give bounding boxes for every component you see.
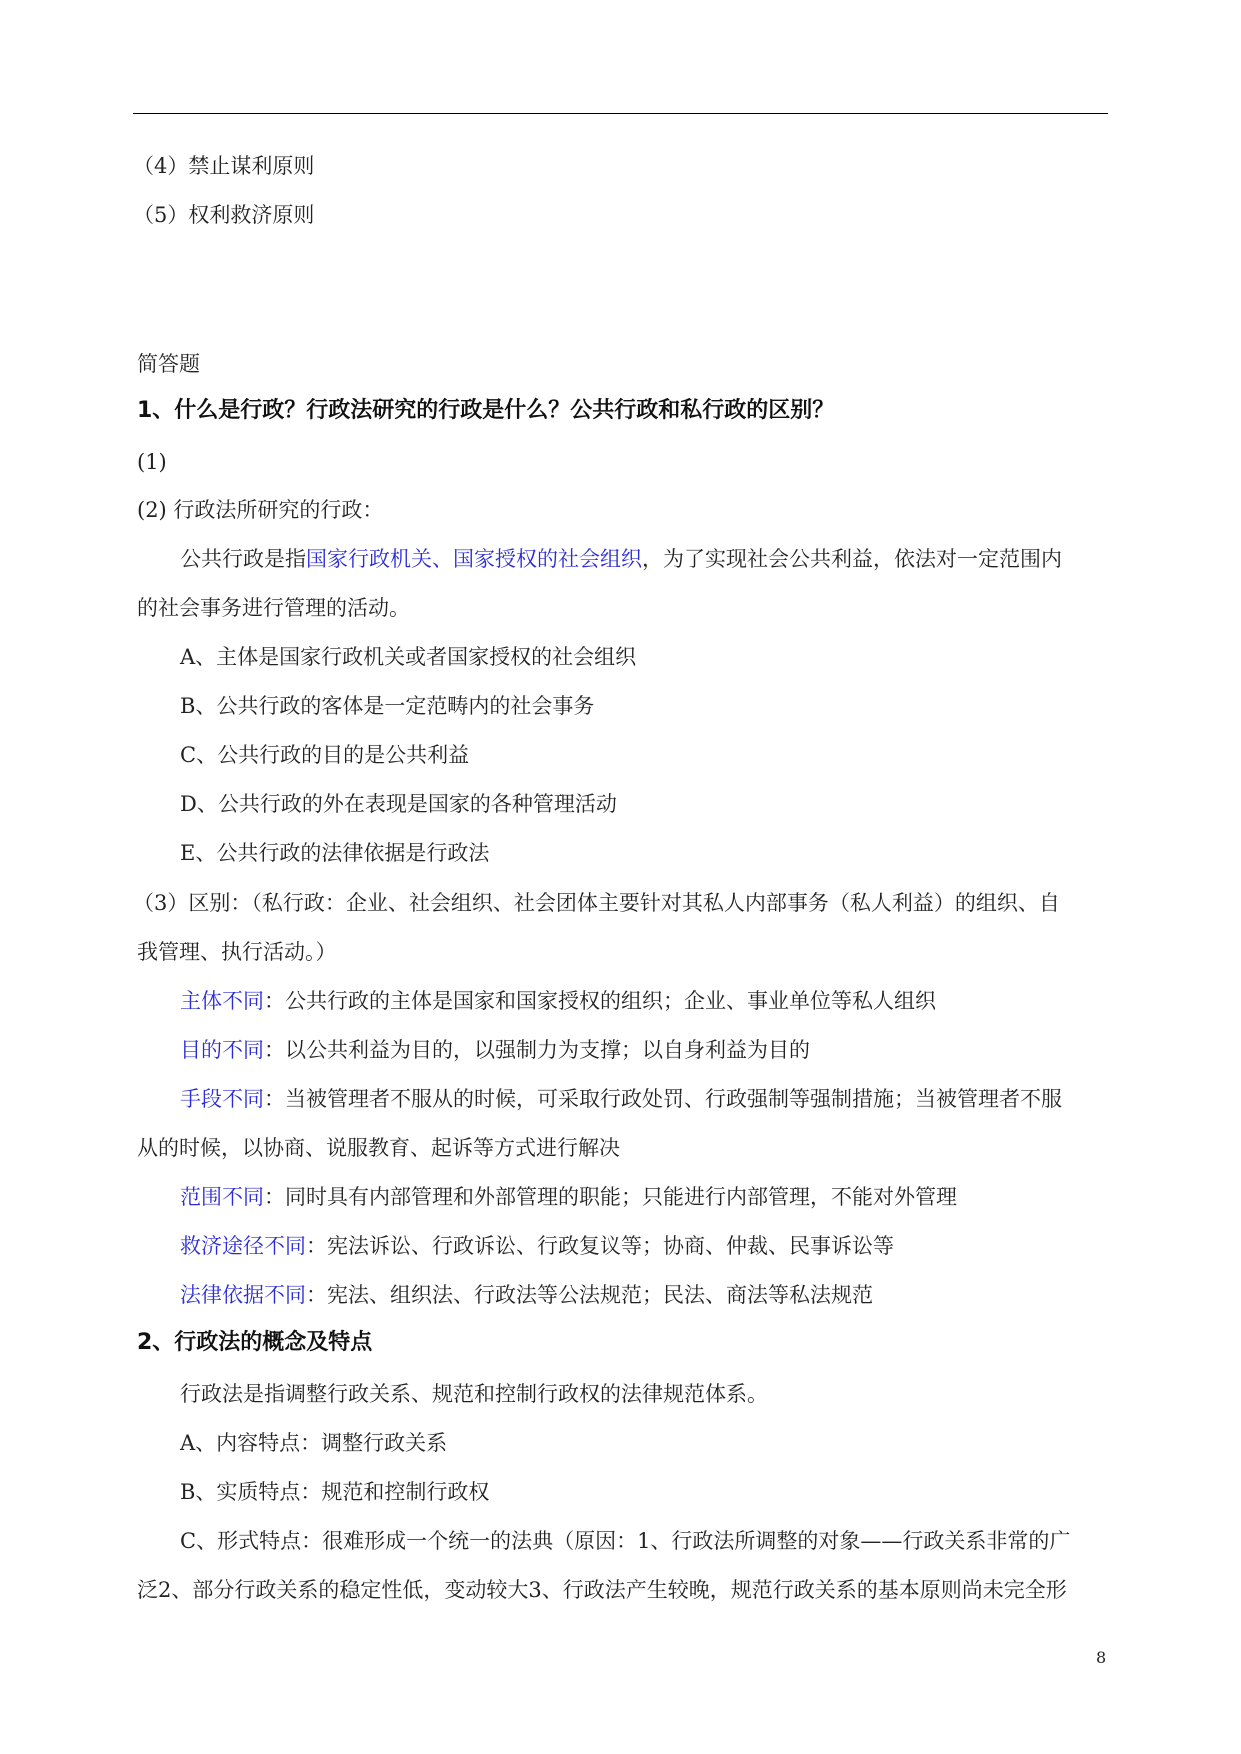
q1-part-3-line-2: 我管理、执行活动。） [137, 940, 337, 964]
difference-text: ：同时具有内部管理和外部管理的职能；只能进行内部管理，不能对外管理 [264, 1185, 957, 1209]
section-title: 简答题 [137, 352, 200, 376]
feature-c: C、公共行政的目的是公共利益 [180, 743, 470, 767]
admin-law-feature-c-line-1: C、形式特点：很难形成一个统一的法典（原因：1、行政法所调整的对象——行政关系非常的广 [180, 1529, 1071, 1553]
difference-means [180, 1085, 1062, 1113]
difference-text: ：宪法、组织法、行政法等公法规范；民法、商法等私法规范 [306, 1283, 873, 1307]
admin-law-definition: 行政法是指调整行政关系、规范和控制行政权的法律规范体系。 [180, 1382, 768, 1406]
q1-part-2: (2) 行政法所研究的行政： [137, 498, 384, 522]
principle-item-4: （4）禁止谋利原则 [133, 154, 315, 178]
feature-b: B、公共行政的客体是一定范畴内的社会事务 [180, 694, 595, 718]
feature-a: A、主体是国家行政机关或者国家授权的社会组织 [180, 645, 637, 669]
q1-part-3-line-1: （3）区别：（私行政：企业、社会组织、社会团体主要针对其私人内部事务（私人利益）的组织、自 [133, 891, 1060, 915]
definition-prefix: 公共行政是指 [180, 547, 306, 571]
feature-e: E、公共行政的法律依据是行政法 [180, 841, 490, 865]
q1-part-1: (1) [137, 450, 167, 474]
difference-label: 救济途径不同 [180, 1234, 306, 1258]
definition-highlight: 国家行政机关、国家授权的社会组织 [306, 547, 642, 571]
admin-law-feature-a: A、内容特点：调整行政关系 [180, 1431, 448, 1455]
header-rule [133, 113, 1108, 114]
difference-label: 目的不同 [180, 1038, 264, 1062]
difference-legal-basis [180, 1281, 873, 1309]
public-admin-definition [180, 545, 1062, 573]
definition-suffix: ，为了实现社会公共利益，依法对一定范围内 [642, 547, 1062, 571]
difference-text: ：公共行政的主体是国家和国家授权的组织；企业、事业单位等私人组织 [264, 989, 936, 1013]
difference-subject [180, 987, 936, 1015]
question-1-title: 1、什么是行政？行政法研究的行政是什么？公共行政和私行政的区别？ [137, 398, 835, 423]
difference-text: ：以公共利益为目的，以强制力为支撑；以自身利益为目的 [264, 1038, 810, 1062]
difference-remedy [180, 1232, 894, 1260]
difference-label: 法律依据不同 [180, 1283, 306, 1307]
difference-means-continuation: 从的时候，以协商、说服教育、起诉等方式进行解决 [137, 1136, 620, 1160]
difference-label: 主体不同 [180, 989, 264, 1013]
difference-purpose [180, 1036, 810, 1064]
admin-law-feature-b: B、实质特点：规范和控制行政权 [180, 1480, 490, 1504]
feature-d: D、公共行政的外在表现是国家的各种管理活动 [180, 792, 617, 816]
admin-law-feature-c-line-2: 泛2、部分行政关系的稳定性低，变动较大3、行政法产生较晚，规范行政关系的基本原则尚未完全形 [137, 1578, 1067, 1602]
question-2-title: 2、行政法的概念及特点 [137, 1330, 373, 1355]
page-number: 8 [1096, 1648, 1107, 1667]
difference-text: ：宪法诉讼、行政诉讼、行政复议等；协商、仲裁、民事诉讼等 [306, 1234, 894, 1258]
difference-scope [180, 1183, 957, 1211]
difference-label: 范围不同 [180, 1185, 264, 1209]
difference-label: 手段不同 [180, 1087, 264, 1111]
difference-text: ：当被管理者不服从的时候，可采取行政处罚、行政强制等强制措施；当被管理者不服 [264, 1087, 1062, 1111]
principle-item-5: （5）权利救济原则 [133, 203, 315, 227]
definition-continuation: 的社会事务进行管理的活动。 [137, 596, 410, 620]
